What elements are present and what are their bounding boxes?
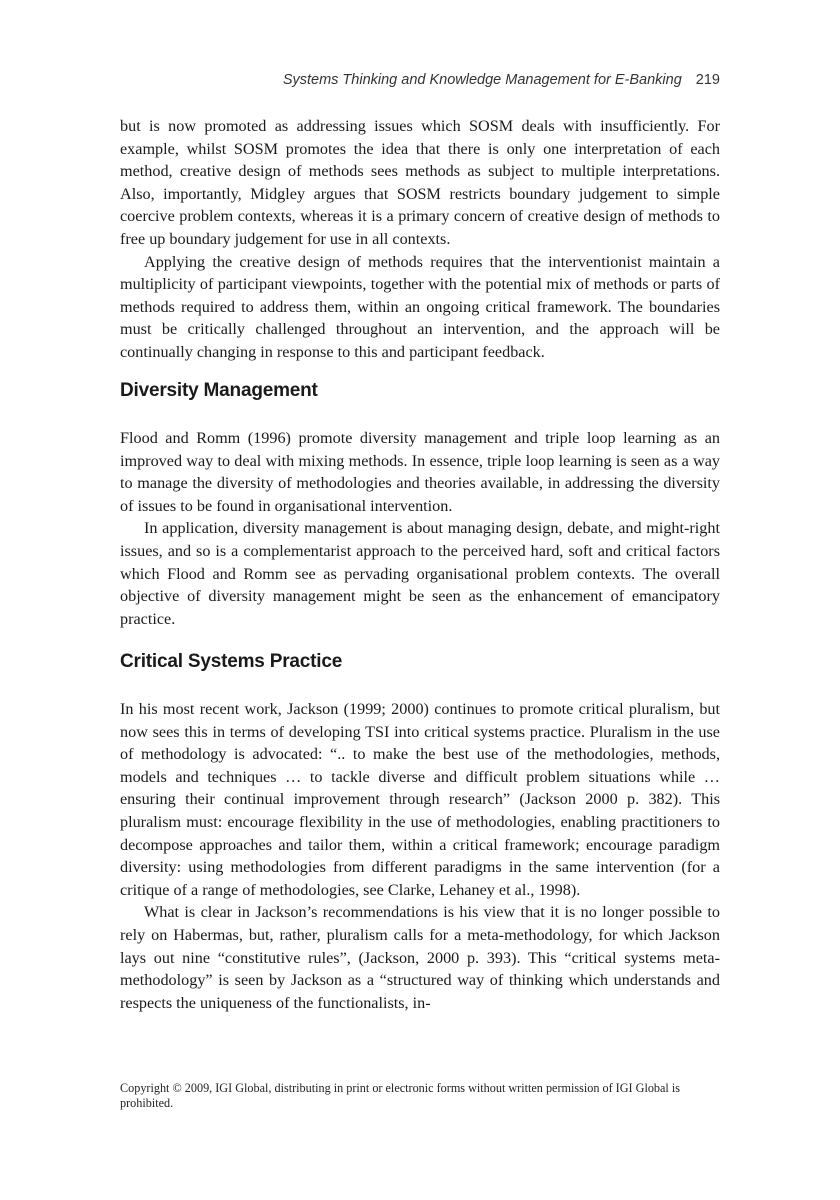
section-heading-diversity-management: Diversity Management bbox=[120, 380, 318, 401]
page-number: 219 bbox=[695, 72, 720, 88]
paragraph: In application, diversity management is about managing design, debate, and might-right issues, and so is a complementarist approach to the perceived hard, soft and critical factors which Flood and Romm see as pervading organisational problem contexts. The overall objective of diversity management might be seen as the enhancement of emancipatory practice. bbox=[120, 519, 720, 628]
copyright-footer: Copyright © 2009, IGI Global, distributing in print or electronic forms without written permission of IGI Global is prohibited. bbox=[120, 1081, 680, 1110]
document-page bbox=[120, 0, 720, 1200]
paragraph: but is now promoted as addressing issues which SOSM deals with insufficiently. For example, whilst SOSM promotes the idea that there is only one interpretation of each method, creative design of methods sees methods as subject to multiple interpretations. Also, importantly, Midgley argues that SOSM restricts boundary judgement to simple coercive problem contexts, whereas it is a primary concern of creative design of methods to free up boundary judgement for use in all contexts. bbox=[120, 117, 720, 248]
diversity-management-text-block bbox=[120, 427, 720, 630]
running-header bbox=[283, 72, 720, 88]
paragraph: What is clear in Jackson’s recommendations is his view that it is no longer possible to rely on Habermas, but, rather, pluralism calls for a meta-methodology, for which Jackson lays out nine “constitutive rules”, (Jackson, 2000 p. 393). This “critical systems meta-methodology” is seen by Jackson as a “structured way of thinking which understands and respects the uniqueness of the functionalists, in- bbox=[120, 903, 720, 1012]
running-title: Systems Thinking and Knowledge Management for E-Banking bbox=[282, 72, 682, 88]
critical-systems-practice-text-block bbox=[120, 698, 720, 1014]
paragraph: Flood and Romm (1996) promote diversity management and triple loop learning as an improved way to deal with mixing methods. In essence, triple loop learning is seen as a way to manage the diversity of methodologies and theories available, in addressing the diversity of issues to be found in organisational intervention. bbox=[120, 429, 720, 515]
paragraph: In his most recent work, Jackson (1999; 2000) continues to promote critical pluralism, but now sees this in terms of developing TSI into critical systems practice. Pluralism in the use of methodology is advocated: “.. to make the best use of the methodologies, methods, models and techniques … to tackle diverse and difficult problem situations while … ensuring their continual improvement through research” (Jackson 2000 p. 382). This pluralism must: encourage flexibility in the use of methodologies, enabling practitioners to decompose approaches and tailor them, within a critical framework; encourage paradigm diversity: using methodologies from different paradigms in the same intervention (for a critique of a range of methodologies, see Clarke, Lehaney et al., 1998). bbox=[120, 700, 720, 899]
paragraph: Applying the creative design of methods requires that the interventionist maintain a multiplicity of participant viewpoints, together with the potential mix of methods or parts of methods required to address them, within an ongoing critical framework. The boundaries must be critically challenged throughout an intervention, and the approach will be continually changing in response to this and participant feedback. bbox=[120, 252, 720, 361]
intro-text-block bbox=[120, 115, 720, 364]
section-heading-critical-systems-practice: Critical Systems Practice bbox=[120, 651, 343, 672]
